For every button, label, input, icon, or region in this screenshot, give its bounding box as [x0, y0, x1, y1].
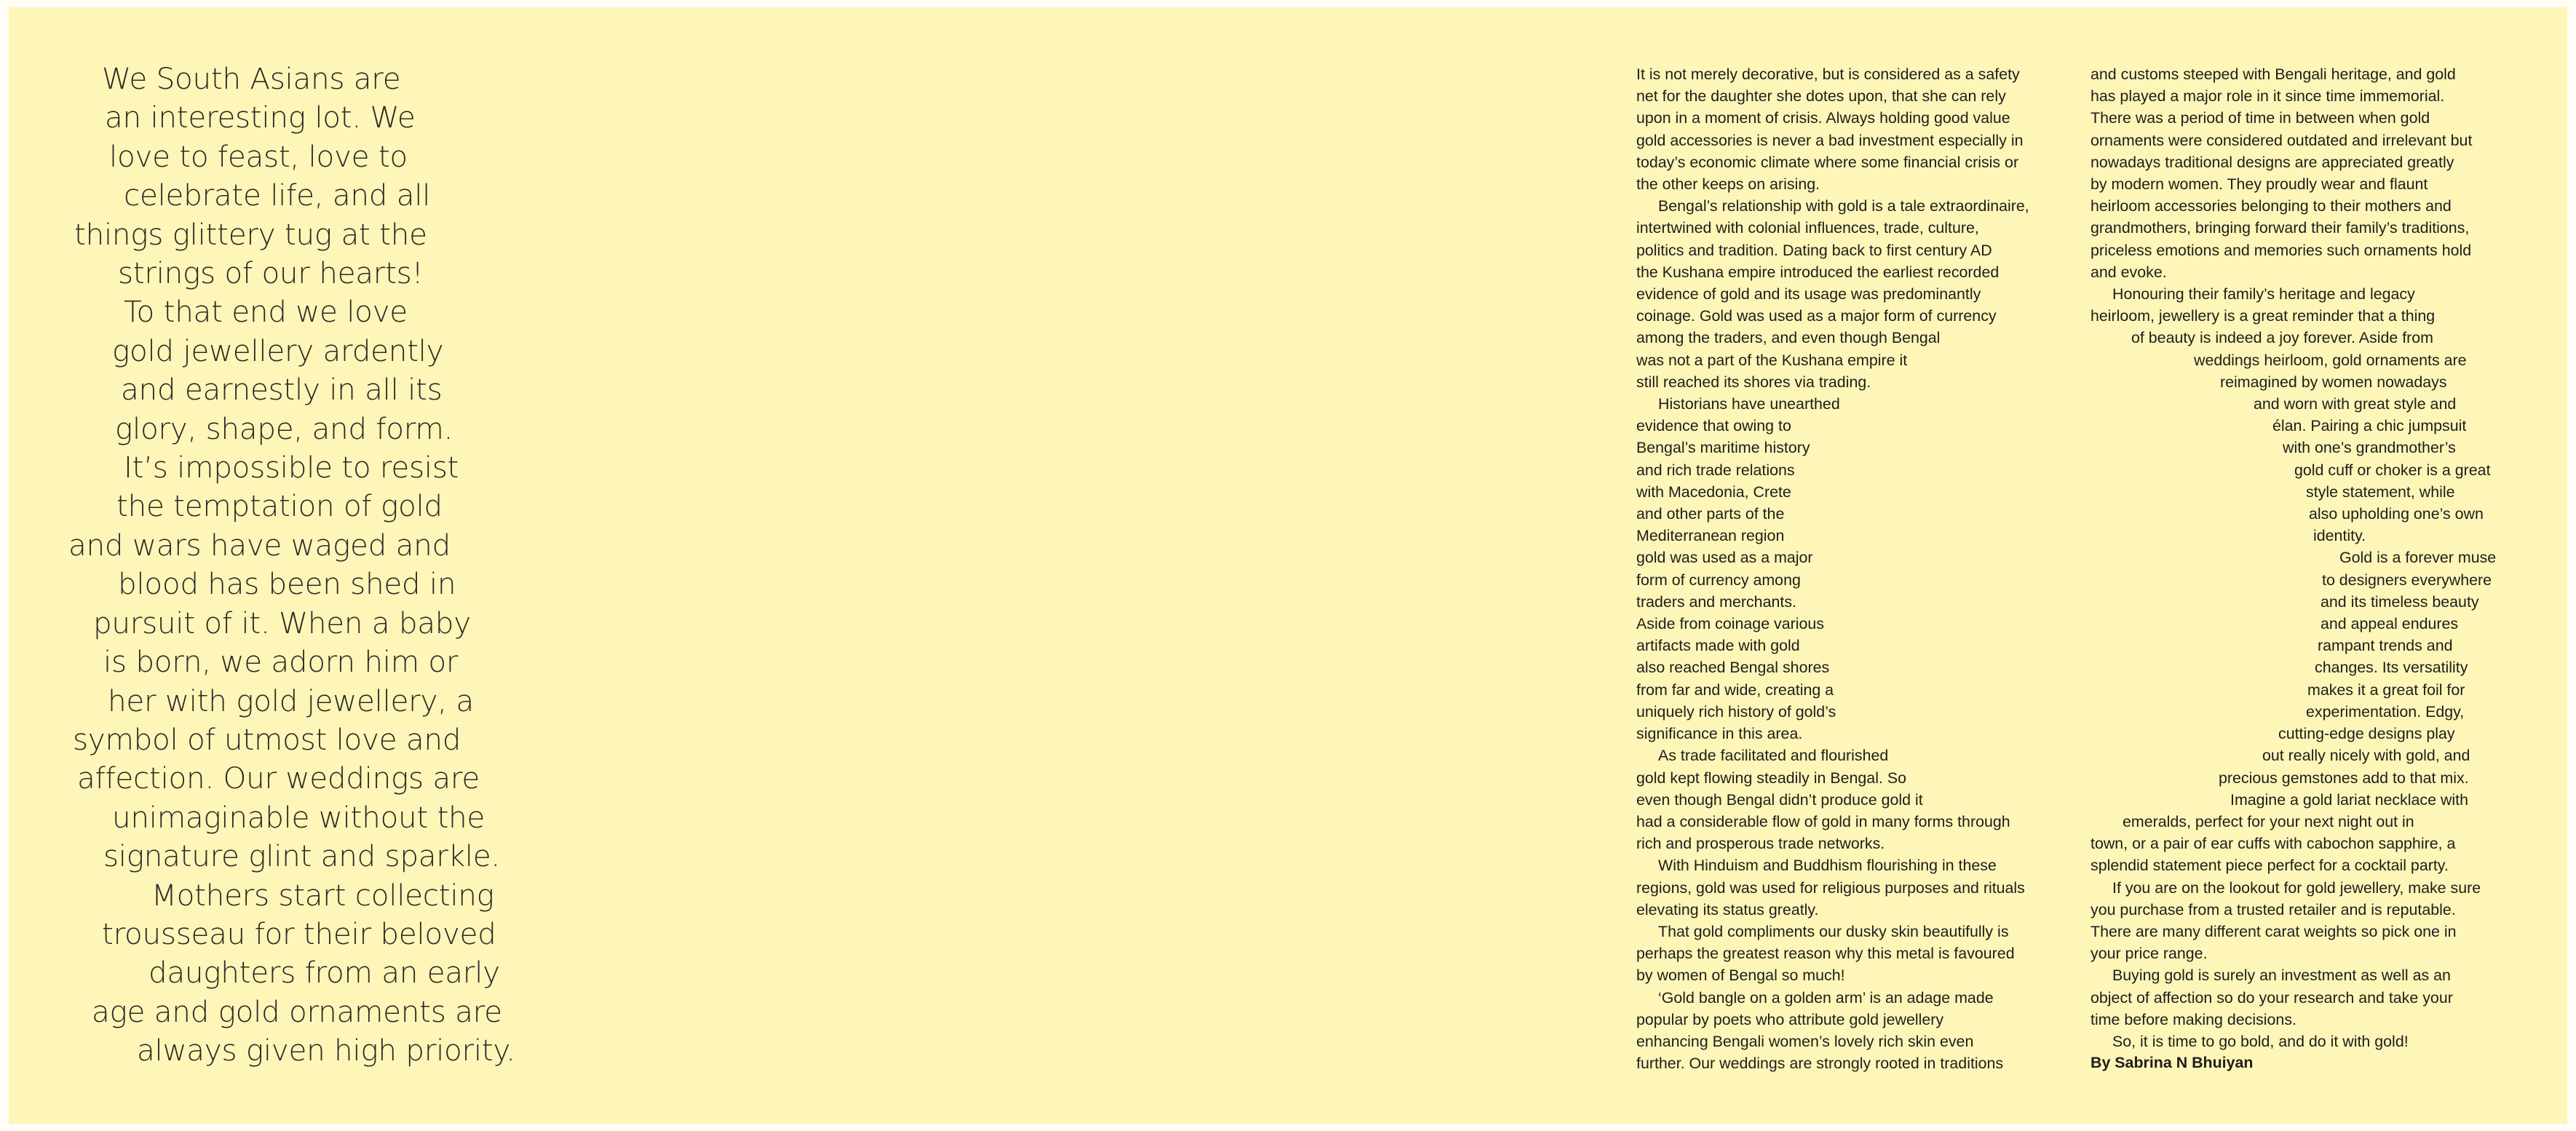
text-line: upon in a moment of crisis. Always holding good value — [1636, 109, 2010, 127]
text-line: grandmothers, bringing forward their family’s traditions, — [2090, 219, 2470, 237]
text-line: style statement, while — [2306, 483, 2455, 501]
text-line: perhaps the greatest reason why this metal is favoured — [1636, 945, 2015, 963]
text-line: out really nicely with gold, and — [2262, 747, 2470, 765]
intro-line: an interesting lot. We — [105, 100, 416, 135]
text-line: has played a major role in it since time immemorial. — [2090, 87, 2445, 106]
text-line: to designers everywhere — [2322, 571, 2492, 589]
intro-line: her with gold jewellery, a — [108, 683, 474, 718]
intro-line: strings of our hearts! — [118, 255, 424, 291]
magazine-spread — [9, 7, 2567, 1124]
text-line: evidence that owing to — [1636, 417, 1791, 435]
text-line: and appeal endures — [2321, 615, 2459, 633]
text-line: significance in this area. — [1636, 725, 1803, 743]
text-line: identity. — [2313, 527, 2366, 545]
text-line: There are many different carat weights so pick one in — [2090, 922, 2457, 940]
text-line: object of affection so do your research and take your — [2090, 988, 2453, 1007]
text-line: ornaments were considered outdated and irrelevant but — [2090, 131, 2473, 149]
intro-line: the temptation of gold — [116, 488, 443, 524]
intro-line: celebrate life, and all — [124, 178, 431, 213]
text-line: coinage. Gold was used as a major form of currency — [1636, 307, 1997, 325]
text-line: As trade facilitated and flourished — [1658, 747, 1889, 765]
text-line: still reached its shores via trading. — [1636, 373, 1871, 391]
intro-line: It’s impossible to resist — [124, 450, 459, 485]
text-line: Mediterranean region — [1636, 527, 1785, 545]
text-line: intertwined with colonial influences, trade, culture, — [1636, 219, 1979, 237]
text-line: enhancing Bengali women’s lovely rich skin even — [1636, 1032, 1974, 1050]
text-line: Honouring their family’s heritage and legacy — [2112, 285, 2415, 303]
text-line: with one’s grandmother’s — [2283, 439, 2456, 457]
text-line: had a considerable flow of gold in many forms through — [1636, 812, 2010, 830]
text-line: Aside from coinage various — [1636, 615, 1825, 633]
text-line: Imagine a gold lariat necklace with — [2230, 790, 2468, 809]
text-line: Historians have unearthed — [1658, 395, 1840, 413]
text-line: gold was used as a major — [1636, 549, 1813, 567]
text-line: Bengal’s maritime history — [1636, 439, 1810, 457]
intro-line: and earnestly in all its — [121, 372, 443, 408]
text-line: form of currency among — [1636, 571, 1801, 589]
text-line: makes it a great foil for — [2307, 680, 2465, 699]
text-line: also upholding one’s own — [2309, 505, 2484, 523]
intro-line: pursuit of it. When a baby — [93, 605, 471, 640]
text-line: rich and prosperous trade networks. — [1636, 835, 1885, 853]
text-line: by modern women. They proudly wear and flaunt — [2090, 175, 2428, 194]
text-line: you purchase from a trusted retailer and is reputable. — [2090, 900, 2456, 918]
text-line: Bengal’s relationship with gold is a tale extraordinaire, — [1658, 197, 2029, 215]
text-line: gold cuff or choker is a great — [2294, 461, 2491, 479]
text-line: élan. Pairing a chic jumpsuit — [2272, 417, 2467, 435]
text-line: changes. Its versatility — [2315, 659, 2468, 677]
text-line: elevating its status greatly. — [1636, 900, 1819, 918]
intro-line: glory, shape, and form. — [115, 410, 453, 446]
text-line: and worn with great style and — [2254, 395, 2457, 413]
text-line: politics and tradition. Dating back to first century AD — [1636, 241, 1992, 259]
intro-line: Mothers start collecting — [151, 877, 494, 913]
text-line: heirloom accessories belonging to their mothers and — [2090, 197, 2452, 215]
text-line: rampant trends and — [2318, 637, 2453, 655]
text-line: town, or a pair of ear cuffs with cabochon sapphire, a — [2090, 835, 2456, 853]
intro-line: love to feast, love to — [109, 138, 408, 174]
intro-line: unimaginable without the — [112, 799, 486, 835]
text-line: Buying gold is surely an investment as well as an — [2112, 967, 2451, 985]
text-line: regions, gold was used for religious purposes and rituals — [1636, 878, 2025, 897]
text-line: heirloom, jewellery is a great reminder that a thing — [2090, 307, 2436, 325]
intro-line: and wars have waged and — [68, 527, 451, 563]
intro-line: daughters from an early — [148, 955, 500, 991]
intro-line: trousseau for their beloved — [102, 916, 496, 951]
text-line: gold accessories is never a bad investment especially in — [1636, 131, 2024, 149]
text-line: further. Our weddings are strongly rooted in traditions — [1636, 1055, 2004, 1073]
text-line: gold kept flowing steadily in Bengal. So — [1636, 769, 1907, 787]
author-byline: By Sabrina N Bhuiyan — [2090, 1054, 2254, 1071]
text-line: cutting-edge designs play — [2278, 725, 2455, 743]
text-line: and other parts of the — [1636, 505, 1785, 523]
text-line: and customs steeped with Bengali heritage, and gold — [2090, 66, 2456, 83]
intro-line: gold jewellery ardently — [112, 333, 444, 368]
text-line: There was a period of time in between when gold — [2090, 109, 2430, 127]
text-line: That gold compliments our dusky skin beautifully is — [1658, 922, 2009, 940]
text-line: So, it is time to go bold, and do it with gold! — [2112, 1032, 2409, 1050]
text-line: of beauty is indeed a joy forever. Aside from — [2131, 329, 2433, 347]
text-line: With Hinduism and Buddhism flourishing in these — [1658, 857, 1997, 875]
intro-line: We South Asians are — [102, 61, 401, 96]
text-line: experimentation. Edgy, — [2306, 702, 2465, 721]
intro-line: always given high priority. — [137, 1033, 515, 1068]
text-line: net for the daughter she dotes upon, that she can rely — [1636, 87, 2006, 106]
text-line: your price range. — [2090, 945, 2208, 963]
article-column-1 — [1636, 63, 2029, 1074]
text-line: by women of Bengal so much! — [1636, 967, 1845, 985]
text-line: from far and wide, creating a — [1636, 680, 1834, 699]
text-line: the other keeps on arising. — [1636, 175, 1820, 194]
text-line: and rich trade relations — [1636, 461, 1795, 479]
text-line: ‘Gold bangle on a golden arm’ is an adage made — [1658, 988, 1994, 1007]
intro-line: symbol of utmost love and — [73, 721, 461, 757]
text-line: today’s economic climate where some financial crisis or — [1636, 153, 2019, 171]
text-line: splendid statement piece perfect for a cocktail party. — [2090, 857, 2449, 875]
text-line: nowadays traditional designs are appreciated greatly — [2090, 153, 2454, 171]
text-line: was not a part of the Kushana empire it — [1636, 351, 1908, 369]
text-line: reimagined by women nowadays — [2220, 373, 2447, 391]
text-line: If you are on the lookout for gold jewellery, make sure — [2112, 878, 2481, 897]
text-line: priceless emotions and memories such ornaments hold — [2090, 241, 2472, 259]
text-line: and its timeless beauty — [2321, 592, 2479, 611]
text-line: evidence of gold and its usage was predominantly — [1636, 285, 1981, 303]
text-line: Gold is a forever muse — [2339, 549, 2497, 567]
text-line: among the traders, and even though Bengal — [1636, 329, 1941, 347]
text-line: precious gemstones add to that mix. — [2219, 769, 2469, 787]
text-line: weddings heirloom, gold ornaments are — [2194, 351, 2467, 369]
text-line: uniquely rich history of gold’s — [1636, 702, 1836, 721]
intro-pull-text — [52, 60, 518, 1071]
intro-line: To that end we love — [124, 294, 408, 330]
text-line: even though Bengal didn’t produce gold it — [1636, 790, 1923, 809]
intro-line: affection. Our weddings are — [77, 761, 480, 796]
text-line: the Kushana empire introduced the earliest recorded — [1636, 263, 2000, 281]
intro-line: age and gold ornaments are — [92, 993, 502, 1029]
text-line: It is not merely decorative, but is considered as a safety — [1636, 66, 2020, 83]
text-line: time before making decisions. — [2090, 1010, 2296, 1028]
text-line: with Macedonia, Crete — [1636, 483, 1791, 501]
article-column-2 — [2090, 63, 2496, 1052]
intro-line: things glittery tug at the — [74, 216, 427, 252]
intro-line: blood has been shed in — [118, 566, 456, 602]
text-line: emeralds, perfect for your next night out in — [2123, 812, 2414, 830]
text-line: traders and merchants. — [1636, 592, 1796, 611]
text-line: artifacts made with gold — [1636, 637, 1800, 655]
intro-line: signature glint and sparkle. — [103, 838, 500, 874]
text-line: popular by poets who attribute gold jewellery — [1636, 1010, 1944, 1028]
text-line: and evoke. — [2090, 263, 2167, 281]
intro-line: is born, we adorn him or — [103, 644, 459, 680]
text-line: also reached Bengal shores — [1636, 659, 1830, 677]
